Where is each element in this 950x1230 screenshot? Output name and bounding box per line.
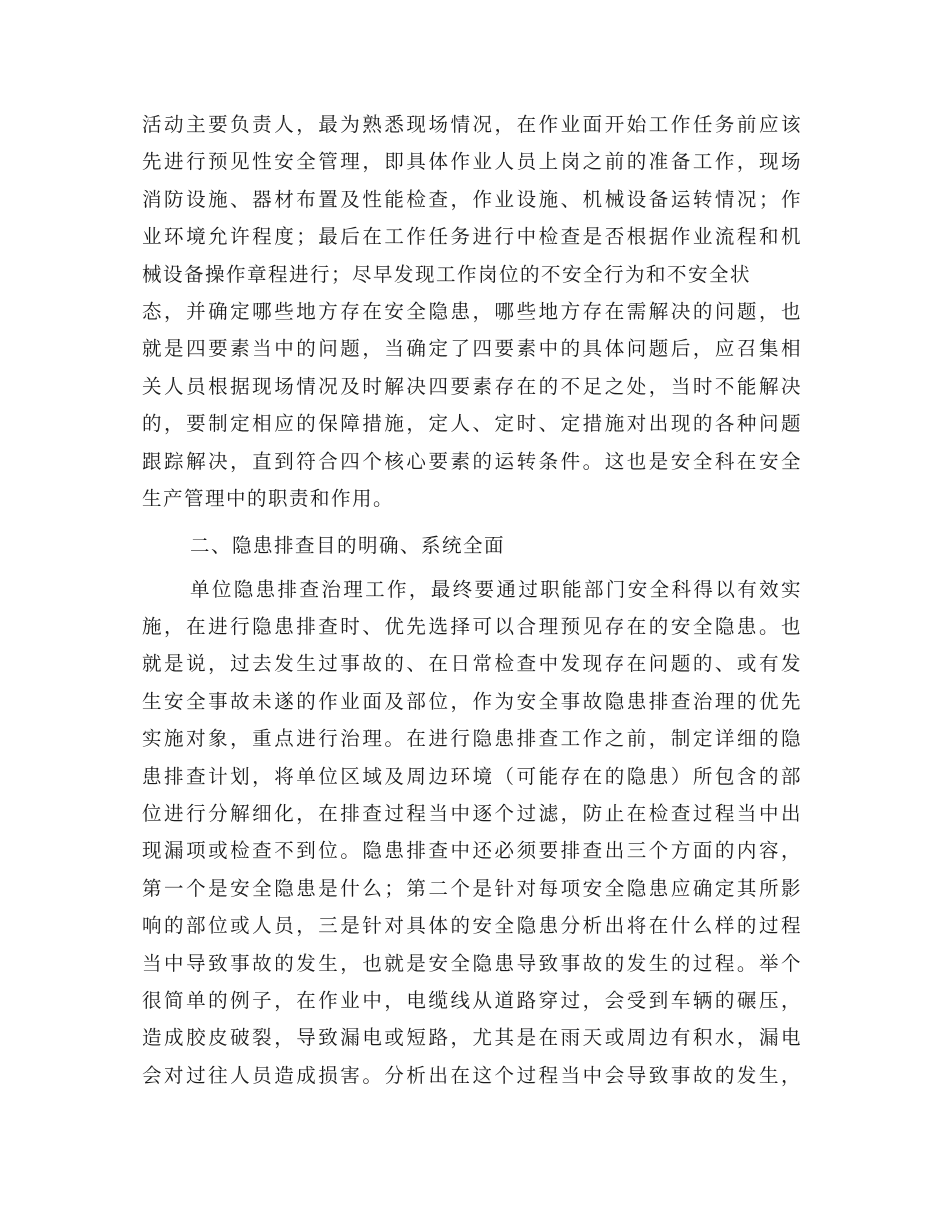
text-line: 位进行分解细化，在排查过程当中逐个过滤，防止在检查过程当中出: [142, 802, 802, 826]
text-line: 会对过往人员造成损害。分析出在这个过程当中会导致事故的发生，: [142, 1063, 802, 1087]
text-line: 关人员根据现场情况及时解决四要素存在的不足之处，当时不能解决: [142, 374, 802, 398]
text-line: 就是说，过去发生过事故的、在日常检查中发现存在问题的、或有发: [142, 652, 802, 676]
text-line: 现漏项或检查不到位。隐患排查中还必须要排查出三个方面的内容，: [142, 839, 802, 863]
text-line: 跟踪解决，直到符合四个核心要素的运转条件。这也是安全科在安全: [142, 449, 802, 473]
text-line: 很简单的例子，在作业中，电缆线从道路穿过，会受到车辆的碾压，: [142, 988, 802, 1012]
text-line: 械设备操作章程进行；尽早发现工作岗位的不安全行为和不安全状: [142, 262, 752, 286]
text-line: 患排查计划，将单位区域及周边环境（可能存在的隐患）所包含的部: [142, 764, 802, 788]
text-line: 第一个是安全隐患是什么；第二个是针对每项安全隐患应确定其所影: [142, 876, 802, 900]
text-line: 单位隐患排查治理工作，最终要通过职能部门安全科得以有效实: [190, 577, 802, 601]
text-line: 生安全事故未遂的作业面及部位，作为安全事故隐患排查治理的优先: [142, 689, 802, 713]
text-line: 态，并确定哪些地方存在安全隐患，哪些地方存在需解决的问题，也: [142, 299, 802, 323]
text-line: 的，要制定相应的保障措施，定人、定时、定措施对出现的各种问题: [142, 412, 802, 436]
text-line: 消防设施、器材布置及性能检查，作业设施、机械设备运转情况；作: [142, 187, 802, 211]
text-line: 当中导致事故的发生，也就是安全隐患导致事故的发生的过程。举个: [142, 951, 802, 975]
section-heading: 二、隐患排查目的明确、系统全面: [190, 534, 506, 558]
paragraph-2: [142, 571, 802, 1094]
text-line: 生产管理中的职责和作用。: [142, 486, 395, 510]
text-line: 就是四要素当中的问题，当确定了四要素中的具体问题后，应召集相: [142, 337, 802, 361]
text-line: 施，在进行隐患排查时、优先选择可以合理预见存在的安全隐患。也: [142, 615, 802, 639]
text-line: 先进行预见性安全管理，即具体作业人员上岗之前的准备工作，现场: [142, 150, 802, 174]
text-line: 实施对象，重点进行治理。在进行隐患排查工作之前，制定详细的隐: [142, 727, 802, 751]
text-line: 业环境允许程度；最后在工作任务进行中检查是否根据作业流程和机: [142, 225, 802, 249]
document-body: [142, 106, 802, 1094]
text-line: 造成胶皮破裂，导致漏电或短路，尤其是在雨天或周边有积水，漏电: [142, 1026, 802, 1050]
text-line: 响的部位或人员，三是针对具体的安全隐患分析出将在什么样的过程: [142, 914, 802, 938]
paragraph-1: [142, 106, 802, 517]
text-line: 活动主要负责人，最为熟悉现场情况，在作业面开始工作任务前应该: [142, 113, 802, 136]
